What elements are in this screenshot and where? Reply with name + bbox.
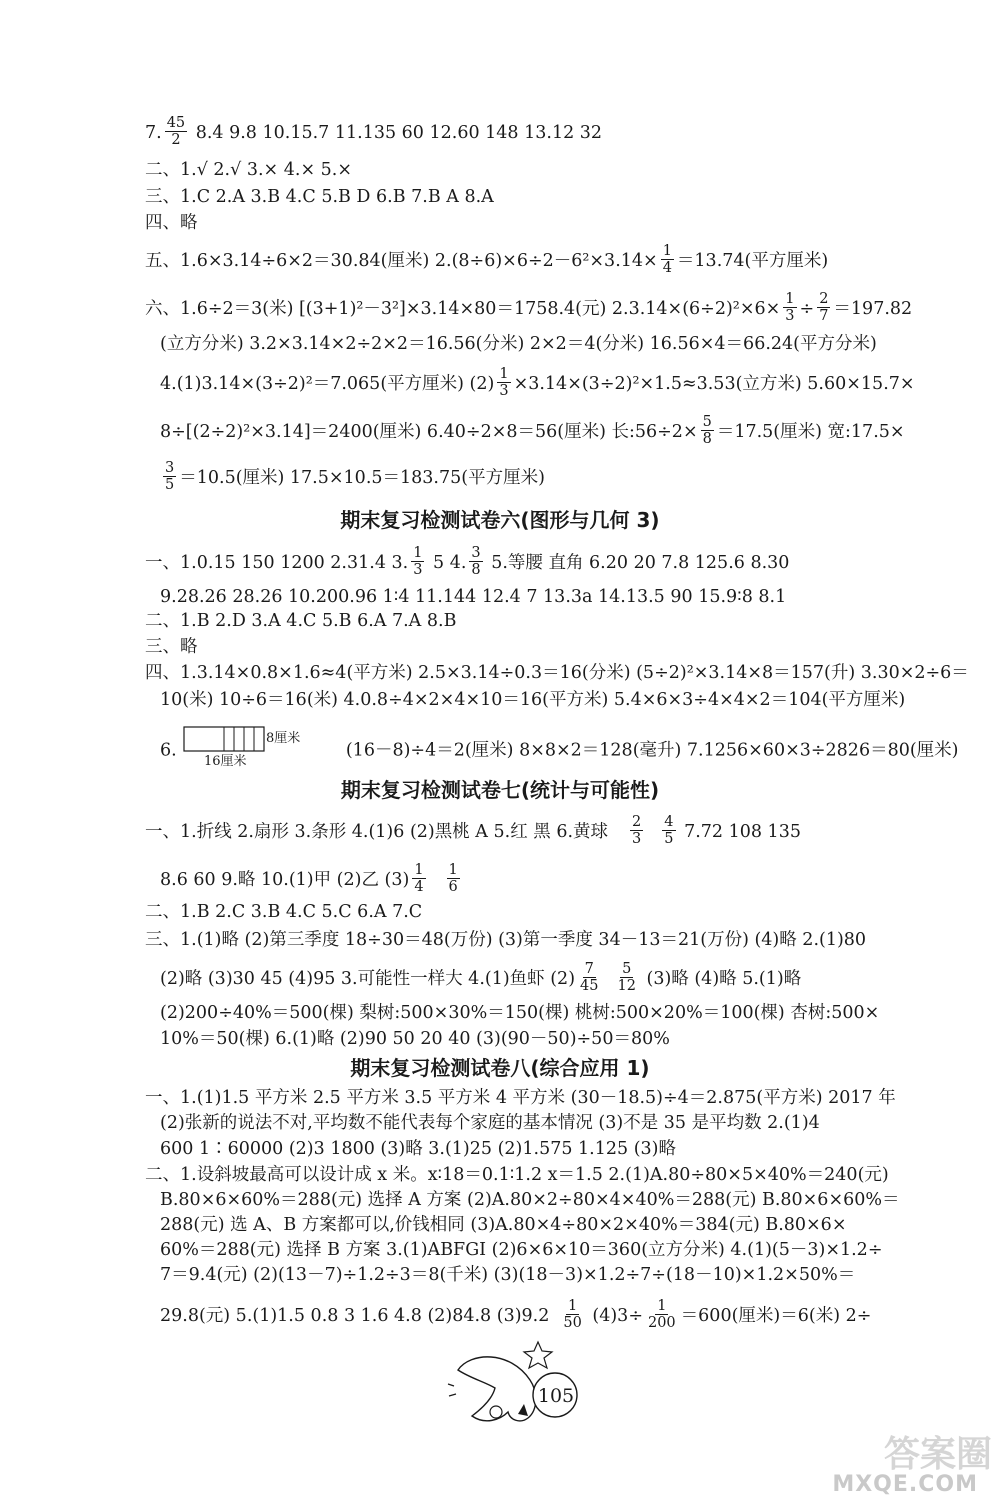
denominator: 8 bbox=[471, 562, 481, 578]
s6-line-5: 四、1.3.14×0.8×1.6≈4(平方米) 2.5×3.14÷0.3＝16(分米) (5÷2)²×3.14×8＝157(升) 3.30×2÷6＝ bbox=[145, 663, 969, 683]
text: (4)3÷ bbox=[586, 1306, 643, 1326]
section-title-6: 期末复习检测试卷六(图形与几何 3) bbox=[340, 508, 660, 532]
s6-line-1 bbox=[145, 547, 930, 580]
text: 5.等腰 直角 6.20 20 7.8 125.6 8.30 bbox=[485, 553, 790, 573]
text: (16－8)÷4＝2(厘米) 8×8×2＝128(毫升) 7.1256×60×3÷2826＝80(厘米) bbox=[345, 740, 959, 761]
denominator: 3 bbox=[785, 308, 795, 324]
denominator: 3 bbox=[499, 383, 509, 399]
fraction bbox=[783, 291, 796, 324]
section-title-7: 期末复习检测试卷七(统计与可能性) bbox=[340, 778, 660, 802]
numerator: 7 bbox=[584, 961, 594, 977]
s7-line-4: 三、1.(1)略 (2)第三季度 18÷30＝48(万份) (3)第一季度 34－13＝21(万份) (4)略 2.(1)80 bbox=[145, 930, 867, 950]
denominator: 4 bbox=[662, 260, 672, 276]
s7-line-2 bbox=[160, 864, 930, 897]
denominator: 3 bbox=[413, 562, 423, 578]
denominator: 7 bbox=[819, 308, 829, 324]
numerator: 4 bbox=[664, 814, 674, 830]
numerator: 5 bbox=[702, 414, 712, 430]
numerator: 1 bbox=[567, 1298, 578, 1314]
fraction bbox=[630, 814, 643, 847]
text: 7.72 108 135 bbox=[678, 822, 801, 842]
text: ×3.14×(3÷2)²×1.5≈3.53(立方米) 5.60×15.7× bbox=[513, 374, 915, 394]
numerator: 2 bbox=[819, 291, 829, 307]
numerator: 5 bbox=[622, 961, 632, 977]
motion-mark bbox=[449, 1394, 456, 1396]
denominator: 4 bbox=[414, 879, 424, 895]
fraction bbox=[615, 961, 637, 994]
s8-line-4: 二、1.设斜坡最高可以设计成 x 米。x∶18＝0.1∶1.2 x＝1.5 2.(1)A.80÷80×5×40%＝240(元) bbox=[145, 1165, 889, 1185]
s5-line-2: 二、1.√ 2.√ 3.× 4.× 5.× bbox=[145, 160, 353, 180]
text: ＝197.82 bbox=[833, 299, 913, 319]
numerator: 1 bbox=[785, 291, 795, 307]
numerator: 3 bbox=[471, 545, 481, 561]
fraction bbox=[817, 291, 830, 324]
denominator: 12 bbox=[617, 978, 636, 994]
text: 一、1.折线 2.扇形 3.条形 4.(1)6 (2)黑桃 A 5.红 黑 6.黄球 bbox=[145, 822, 609, 842]
fraction bbox=[561, 1298, 583, 1331]
fraction bbox=[578, 961, 600, 994]
s8-line-7: 60%＝288(元) 选择 B 方案 3.(1)ABFGI (2)6×6×10＝360(立方分米) 4.(1)(5－3)×1.2÷ bbox=[160, 1240, 883, 1260]
star-icon bbox=[524, 1342, 552, 1368]
text: 8.4 9.8 10.15.7 11.135 60 12.60 148 13.12 32 bbox=[190, 123, 603, 143]
text: ＝600(厘米)＝6(米) 2÷ bbox=[680, 1306, 872, 1326]
item-number: 6. bbox=[160, 740, 177, 761]
s5-line-9 bbox=[160, 416, 930, 449]
numerator: 2 bbox=[632, 814, 642, 830]
denominator: 8 bbox=[702, 431, 712, 447]
s6-line-4: 三、略 bbox=[145, 637, 198, 657]
fraction bbox=[411, 545, 424, 578]
s6-line-3: 二、1.B 2.D 3.A 4.C 5.B 6.A 7.A 8.B bbox=[145, 611, 457, 631]
fraction bbox=[469, 545, 482, 578]
text: 六、1.6÷2＝3(米) [(3+1)²－3²]×3.14×80＝1758.4(元) 2.3.14×(6÷2)²×6× bbox=[145, 299, 781, 319]
s8-line-5: B.80×6×60%＝288(元) 选择 A 方案 (2)A.80×2÷80×4×40%＝288(元) B.80×6×60%＝ bbox=[160, 1190, 900, 1210]
fraction bbox=[661, 243, 674, 276]
text: ÷ bbox=[799, 299, 815, 319]
numerator: 1 bbox=[662, 243, 672, 259]
fraction bbox=[497, 366, 510, 399]
s7-line-1 bbox=[145, 816, 930, 849]
denominator: 45 bbox=[580, 978, 599, 994]
numerator: 1 bbox=[413, 545, 423, 561]
s8-line-9 bbox=[160, 1300, 930, 1333]
text: ＝13.74(平方厘米) bbox=[676, 251, 829, 271]
numerator: 1 bbox=[657, 1298, 667, 1314]
s5-line-10 bbox=[160, 462, 930, 495]
numerator: 1 bbox=[448, 862, 458, 878]
s7-line-3: 二、1.B 2.C 3.B 4.C 5.C 6.A 7.C bbox=[145, 902, 423, 922]
s8-line-1: 一、1.(1)1.5 平方米 2.5 平方米 3.5 平方米 4 平方米 (30－18.5)÷4＝2.875(平方米) 2017 年 bbox=[145, 1088, 896, 1108]
text: 7. bbox=[145, 123, 162, 143]
text: 8.6 60 9.略 10.(1)甲 (2)乙 (3) bbox=[160, 870, 410, 890]
s8-line-2: (2)张新的说法不对,平均数不能代表每个家庭的基本情况 (3)不是 35 是平均数 2.(1)4 bbox=[160, 1113, 820, 1133]
denominator: 50 bbox=[563, 1315, 582, 1331]
fraction bbox=[701, 414, 714, 447]
s5-line-3: 三、1.C 2.A 3.B 4.C 5.B D 6.B 7.B A 8.A bbox=[145, 187, 494, 207]
s8-line-8: 7＝9.4(元) (2)(13－7)÷1.2÷3＝8(千米) (3)(18－3)×1.2÷7÷(18－10)×1.2×50%＝ bbox=[160, 1265, 856, 1285]
rectangle-figure bbox=[182, 725, 322, 769]
text: ＝17.5(厘米) 宽:17.5× bbox=[716, 422, 905, 442]
width-label: 16厘米 bbox=[204, 754, 247, 769]
rectangle-diagram bbox=[182, 725, 322, 777]
watermark-logo: 答案圈 bbox=[883, 1434, 992, 1475]
fraction bbox=[646, 1298, 678, 1331]
numerator: 1 bbox=[499, 366, 509, 382]
s5-line-8 bbox=[160, 368, 930, 401]
text: 8÷[(2÷2)²×3.14]＝2400(厘米) 6.40÷2×8＝56(厘米) 长:56÷2× bbox=[160, 422, 698, 442]
fraction bbox=[412, 862, 425, 895]
s8-line-3: 600 1∶60000 (2)3 1800 (3)略 3.(1)25 (2)1.575 1.125 (3)略 bbox=[160, 1139, 676, 1159]
s5-line-1 bbox=[145, 117, 930, 150]
watermark-text: MXQE.COM bbox=[832, 1472, 978, 1497]
dolphin-shell bbox=[490, 1406, 502, 1418]
height-label: 8厘米 bbox=[266, 731, 301, 746]
text: (2)略 (3)30 45 (4)95 3.可能性一样大 4.(1)鱼虾 (2) bbox=[160, 969, 576, 989]
denominator: 5 bbox=[165, 477, 175, 493]
text: 5 4. bbox=[427, 553, 467, 573]
s7-line-6: (2)200÷40%＝500(棵) 梨树:500×30%＝150(棵) 桃树:500×20%＝100(棵) 杏树:500× bbox=[160, 1003, 880, 1023]
dolphin-illustration bbox=[440, 1340, 610, 1435]
numerator: 3 bbox=[165, 460, 175, 476]
s7-line-5 bbox=[160, 963, 930, 996]
s5-line-4: 四、略 bbox=[145, 213, 198, 233]
motion-mark bbox=[448, 1384, 454, 1386]
text: 29.8(元) 5.(1)1.5 0.8 3 1.6 4.8 (2)84.8 (3)9.2 bbox=[160, 1306, 550, 1326]
page-number: 105 bbox=[537, 1385, 575, 1407]
fraction bbox=[662, 814, 675, 847]
s5-line-5 bbox=[145, 245, 930, 278]
s6-line-7 bbox=[160, 725, 959, 777]
s6-line-6: 10(米) 10÷6＝16(米) 4.0.8÷4×2×4×10＝16(平方米) 5.4×6×3÷4×4×2＝104(平方厘米) bbox=[160, 690, 906, 710]
text: 五、1.6×3.14÷6×2＝30.84(厘米) 2.(8÷6)×6÷2－6²×3.14× bbox=[145, 251, 658, 271]
denominator: 2 bbox=[171, 132, 181, 148]
text: 一、1.0.15 150 1200 2.31.4 3. bbox=[145, 553, 409, 573]
s8-line-6: 288(元) 选 A、B 方案都可以,价钱相同 (3)A.80×4÷80×2×40%＝384(元) B.80×6× bbox=[160, 1215, 847, 1235]
fraction bbox=[447, 862, 460, 895]
dolphin-fin bbox=[518, 1404, 528, 1416]
numerator: 1 bbox=[414, 862, 424, 878]
s7-line-7: 10%＝50(棵) 6.(1)略 (2)90 50 20 40 (3)(90－50)÷50＝80% bbox=[160, 1029, 670, 1049]
watermark bbox=[832, 1429, 1000, 1501]
s6-line-2: 9.28.26 28.26 10.200.96 1∶4 11.144 12.4 7 13.3a 14.13.5 90 15.9∶8 8.1 bbox=[160, 587, 787, 607]
denominator: 6 bbox=[448, 879, 458, 895]
fraction bbox=[165, 115, 187, 148]
section-title-8: 期末复习检测试卷八(综合应用 1) bbox=[350, 1056, 650, 1080]
fraction bbox=[163, 460, 176, 493]
text: 4.(1)3.14×(3÷2)²＝7.065(平方厘米) (2) bbox=[160, 374, 495, 394]
denominator: 200 bbox=[647, 1315, 676, 1331]
denominator: 5 bbox=[664, 831, 674, 847]
text: ＝10.5(厘米) 17.5×10.5＝183.75(平方厘米) bbox=[179, 468, 545, 488]
text: (3)略 (4)略 5.(1)略 bbox=[640, 969, 802, 989]
s5-line-6 bbox=[145, 293, 930, 326]
s5-line-7: (立方分米) 3.2×3.14×2÷2×2＝16.56(分米) 2×2＝4(分米) 16.56×4＝66.24(平方分米) bbox=[160, 334, 877, 354]
numerator: 45 bbox=[166, 115, 186, 131]
denominator: 3 bbox=[632, 831, 642, 847]
